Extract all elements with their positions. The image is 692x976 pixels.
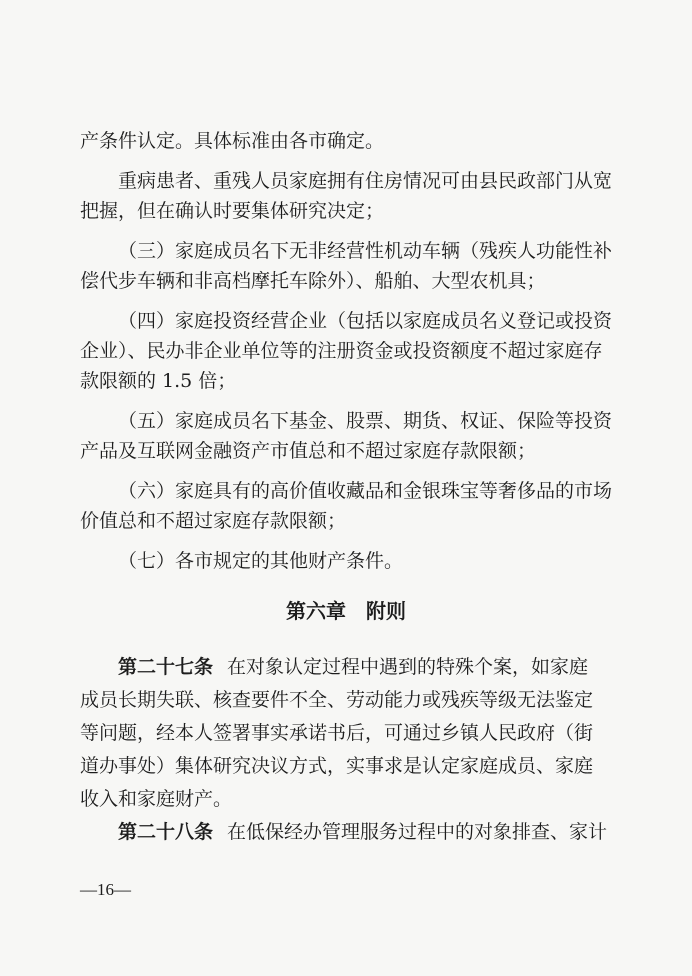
page-number: —16— xyxy=(80,880,131,899)
body-line: （四）家庭投资经营企业（包括以家庭成员名义登记或投资 xyxy=(118,310,613,332)
body-line: （三）家庭成员名下无非经营性机动车辆（残疾人功能性补 xyxy=(118,240,613,262)
article-28-label: 第二十八条 xyxy=(118,821,214,843)
body-line: 产条件认定。具体标准由各市确定。 xyxy=(80,130,385,152)
body-line: 等问题，经本人签署事实承诺书后，可通过乡镇人民政府（街 xyxy=(80,722,594,744)
article-27-first-line xyxy=(118,652,592,682)
body-line: 成员长期失联、核查要件不全、劳动能力或残疾等级无法鉴定 xyxy=(80,689,594,711)
article-28-text: 在低保经办管理服务过程中的对象排查、家计 xyxy=(227,821,608,843)
article-28-first-line xyxy=(118,817,608,847)
body-line: （七）各市规定的其他财产条件。 xyxy=(118,550,404,572)
body-line: （六）家庭具有的高价值收藏品和金银珠宝等奢侈品的市场 xyxy=(118,480,613,502)
article-27-text: 在对象认定过程中遇到的特殊个案，如家庭 xyxy=(227,656,589,678)
body-line: 企业）、民办非企业单位等的注册资金或投资额度不超过家庭存 xyxy=(80,340,603,362)
body-line: 产品及互联网金融资产市值总和不超过家庭存款限额； xyxy=(80,440,537,462)
body-line: 价值总和不超过家庭存款限额； xyxy=(80,510,347,532)
body-line: （五）家庭成员名下基金、股票、期货、权证、保险等投资 xyxy=(118,410,613,432)
body-line: 重病患者、重残人员家庭拥有住房情况可由县民政部门从宽 xyxy=(118,170,613,192)
article-27-label: 第二十七条 xyxy=(118,656,214,678)
chapter-title: 第六章 附则 xyxy=(286,599,406,623)
body-line: 把握，但在确认时要集体研究决定； xyxy=(80,200,385,222)
body-line: 款限额的 1.5 倍； xyxy=(80,370,237,392)
body-line: 道办事处）集体研究决议方式，实事求是认定家庭成员、家庭 xyxy=(80,755,594,777)
body-line: 收入和家庭财产。 xyxy=(80,788,233,810)
body-line: 偿代步车辆和非高档摩托车除外）、船舶、大型农机具； xyxy=(80,270,546,292)
